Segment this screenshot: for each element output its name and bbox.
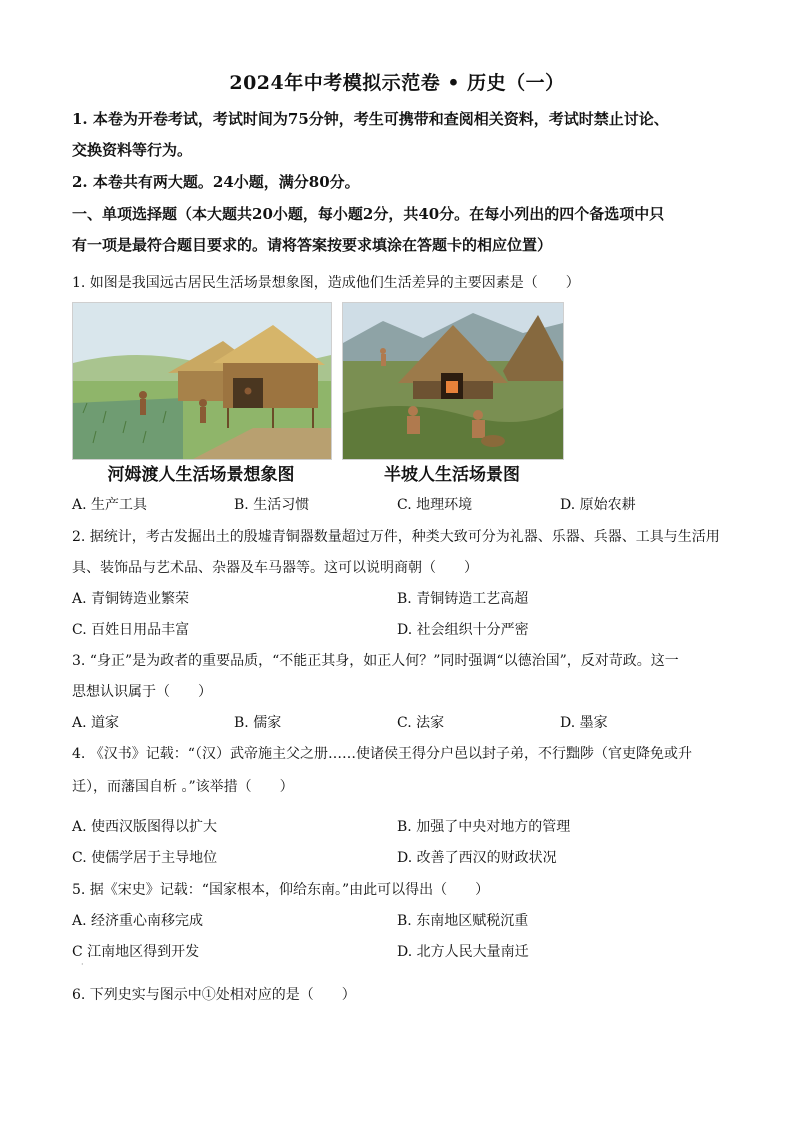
question-6-stem: 6. 下列史实与图示中①处相对应的是（ ） [72, 987, 356, 1003]
instruction-line-1: 1. 本卷为开卷考试，考试时间为75分钟，考生可携带和查阅相关资料，考试时禁止讨论、 [72, 110, 669, 128]
q1-option-b[interactable]: B. 生活习惯 [234, 497, 310, 513]
hemudu-illustration [72, 302, 332, 460]
q2-option-a[interactable]: A. 青铜铸造业繁荣 [72, 591, 190, 607]
exam-title: 2024年中考模拟示范卷 • 历史（一） [229, 72, 565, 94]
q2-option-d[interactable]: D. 社会组织十分严密 [397, 622, 529, 638]
q3-option-c[interactable]: C. 法家 [397, 715, 445, 731]
question-1-stem: 1. 如图是我国远古居民生活场景想象图，造成他们生活差异的主要因素是（ ） [72, 275, 580, 291]
q4-option-d[interactable]: D. 改善了西汉的财政状况 [397, 850, 557, 866]
banpo-caption: 半坡人生活场景图 [384, 465, 520, 485]
q1-option-a[interactable]: A. 生产工具 [72, 497, 148, 513]
q2-option-c[interactable]: C. 百姓日用品丰富 [72, 622, 190, 638]
q1-option-d[interactable]: D. 原始农耕 [560, 497, 636, 513]
q1-option-c[interactable]: C. 地理环境 [397, 497, 473, 513]
q3-option-d[interactable]: D. 墨家 [560, 715, 608, 731]
section-heading-line-1: 一、单项选择题（本大题共20小题，每小题2分，共40分。在每小列出的四个备选项中只 [72, 205, 665, 223]
banpo-illustration [342, 302, 564, 460]
question-4-stem-line-2: 迁），而藩国自析 。”该举措（ ） [72, 779, 294, 795]
q4-option-c[interactable]: C. 使儒学居于主导地位 [72, 850, 218, 866]
q2-option-b[interactable]: B. 青铜铸造工艺高超 [397, 591, 529, 607]
question-5-stem: 5. 据《宋史》记载：“国家根本，仰给东南。”由此可以得出（ ） [72, 882, 490, 898]
q5-option-d[interactable]: D. 北方人民大量南迁 [397, 944, 529, 960]
q5-option-c[interactable]: C 江南地区得到开发 [72, 944, 200, 960]
q4-option-b[interactable]: B. 加强了中央对地方的管理 [397, 819, 571, 835]
question-2-stem-line-2: 具、装饰品与艺术品、杂器及车马器等。这可以说明商朝（ ） [72, 560, 478, 576]
stray-dot: · [81, 960, 84, 969]
question-4-stem-line-1: 4. 《汉书》记载：“（汉）武帝施主父之册……使诸侯王得分户邑以封子弟，不行黜陟（官吏降免或升 [72, 746, 692, 762]
instruction-line-2: 交换资料等行为。 [72, 141, 193, 159]
question-3-stem-line-2: 思想认识属于（ ） [72, 684, 212, 700]
q5-option-a[interactable]: A. 经济重心南移完成 [72, 913, 204, 929]
question-3-stem-line-1: 3. “身正”是为政者的重要品质，“不能正其身，如正人何？”同时强调“以德治国”，反对苛政。这一 [72, 653, 679, 669]
q3-option-a[interactable]: A. 道家 [72, 715, 120, 731]
q3-option-b[interactable]: B. 儒家 [234, 715, 282, 731]
section-heading-line-2: 有一项是最符合题目要求的。请将答案按要求填涂在答题卡的相应位置） [72, 236, 553, 254]
q4-option-a[interactable]: A. 使西汉版图得以扩大 [72, 819, 218, 835]
q5-option-b[interactable]: B. 东南地区赋税沉重 [397, 913, 529, 929]
instruction-line-3: 2. 本卷共有两大题。24小题，满分80分。 [72, 173, 360, 191]
hemudu-caption: 河姆渡人生活场景想象图 [107, 465, 295, 485]
question-2-stem-line-1: 2. 据统计，考古发掘出土的殷墟青铜器数量超过万件，种类大致可分为礼器、乐器、兵器、工具与生活用 [72, 529, 720, 545]
